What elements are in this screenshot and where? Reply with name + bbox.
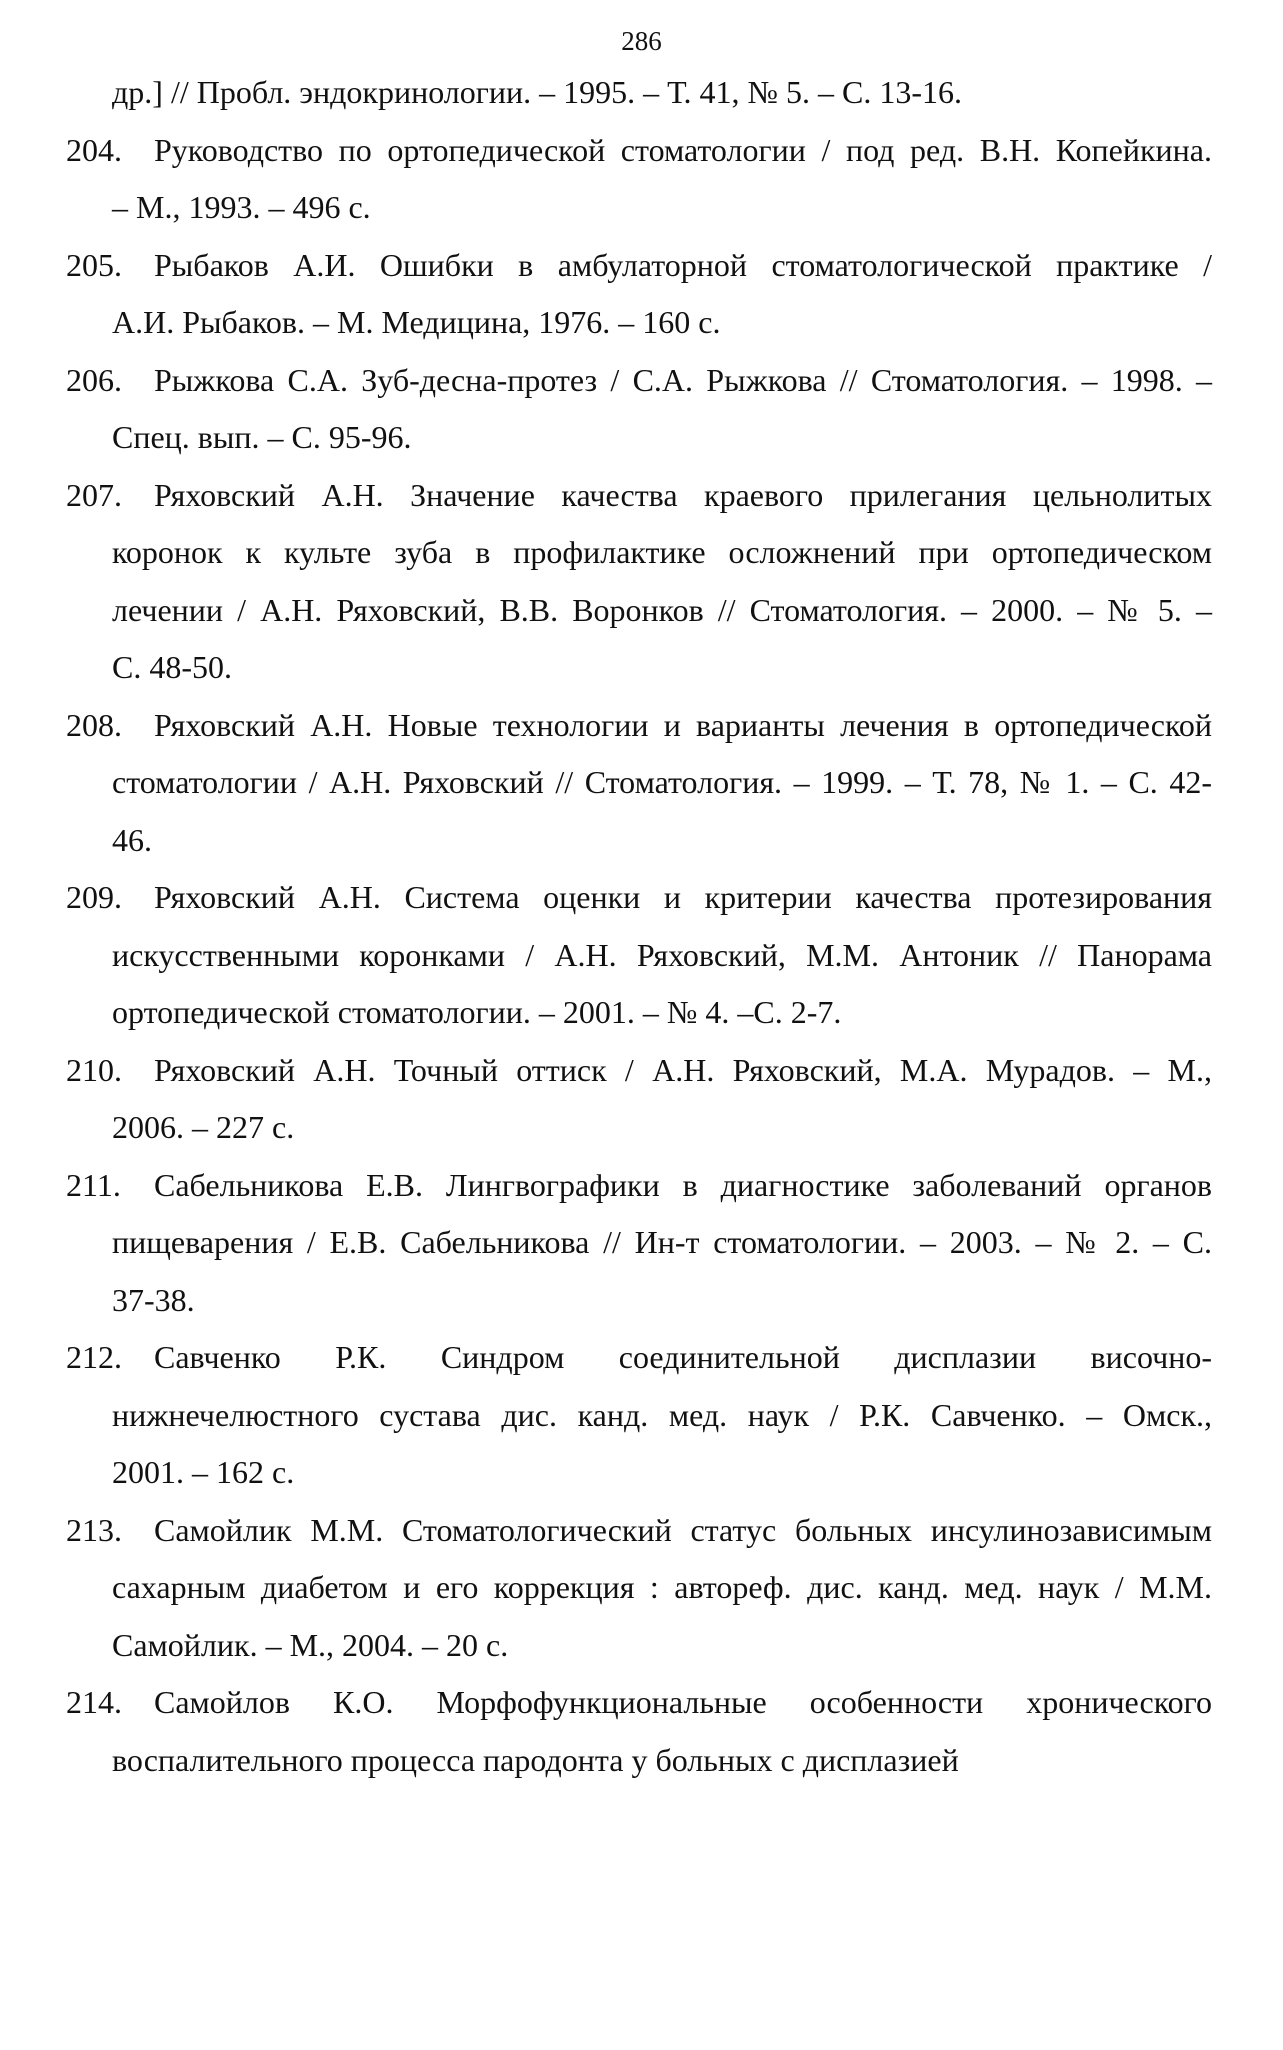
reference-number: 214.	[66, 1684, 122, 1720]
reference-number: 208.	[66, 706, 122, 743]
reference-line: лечении / А.Н. Ряховский, В.В. Воронков // Стоматология. – 2000. – № 5. –	[112, 591, 1212, 628]
reference-line: др.] // Пробл. эндокринологии. – 1995. – Т. 41, № 5. – С. 13-16.	[112, 74, 963, 110]
reference-line: Самойлик. – М., 2004. – 20 с.	[112, 1626, 509, 1663]
reference-line: воспалительного процесса пародонта у больных с дисплазией	[112, 1741, 959, 1778]
reference-entry	[0, 1502, 1283, 1675]
reference-line: стоматологии / А.Н. Ряховский // Стоматология. – 1999. – Т. 78, № 1. – С. 42-	[112, 764, 1212, 800]
reference-number: 209.	[66, 879, 122, 915]
reference-line: Ряховский А.Н. Значение качества краевого прилегания цельнолитых	[154, 476, 1212, 513]
reference-entry	[0, 237, 1283, 352]
reference-line: А.И. Рыбаков. – М. Медицина, 1976. – 160 с.	[112, 304, 721, 340]
reference-line: нижнечелюстного сустава дис. канд. мед. наук / Р.К. Савченко. – Омск.,	[112, 1396, 1212, 1433]
reference-line: С. 48-50.	[112, 649, 232, 685]
page-number: 286	[621, 26, 662, 56]
reference-line: Сабельникова Е.В. Лингвографики в диагностике заболеваний органов	[154, 1166, 1212, 1203]
reference-line: Самойлик М.М. Стоматологический статус больных инсулинозависимым	[154, 1511, 1212, 1548]
reference-line: 2001. – 162 с.	[112, 1454, 295, 1490]
reference-line: пищеварения / Е.В. Сабельникова // Ин-т стоматологии. – 2003. – № 2. – С.	[112, 1224, 1212, 1260]
reference-line: Спец. вып. – С. 95-96.	[112, 419, 412, 455]
reference-entry	[0, 1157, 1283, 1330]
reference-number: 213.	[66, 1511, 122, 1548]
reference-line: Рыжкова С.А. Зуб-десна-протез / С.А. Рыжкова // Стоматология. – 1998. –	[154, 361, 1212, 398]
reference-line: Рыбаков А.И. Ошибки в амбулаторной стоматологической практике /	[154, 246, 1212, 283]
reference-entry	[0, 122, 1283, 237]
reference-entry	[0, 1042, 1283, 1157]
reference-number: 207.	[66, 476, 122, 513]
reference-entry	[0, 697, 1283, 870]
reference-entry	[0, 467, 1283, 697]
reference-line: Савченко Р.К. Синдром соединительной дисплазии височно-	[154, 1339, 1212, 1375]
reference-continuation	[0, 64, 1283, 122]
reference-number: 210.	[66, 1051, 122, 1088]
reference-line: Руководство по ортопедической стоматологии / под ред. В.Н. Копейкина.	[154, 131, 1212, 168]
reference-number: 211.	[66, 1166, 121, 1203]
reference-number: 205.	[66, 246, 122, 283]
reference-entry	[0, 352, 1283, 467]
reference-line: 37-38.	[112, 1281, 195, 1318]
reference-line: Ряховский А.Н. Новые технологии и варианты лечения в ортопедической	[154, 706, 1212, 743]
reference-line: 2006. – 227 с.	[112, 1109, 295, 1145]
reference-line: сахарным диабетом и его коррекция : автореф. дис. канд. мед. наук / М.М.	[112, 1569, 1212, 1605]
reference-list	[0, 64, 1283, 1789]
reference-line: 46.	[112, 821, 152, 858]
reference-line: Самойлов К.О. Морфофункциональные особенности хронического	[154, 1684, 1212, 1720]
reference-entry	[0, 1329, 1283, 1502]
reference-number: 206.	[66, 361, 122, 398]
reference-number: 212.	[66, 1339, 122, 1375]
reference-line: Ряховский А.Н. Точный оттиск / А.Н. Ряховский, М.А. Мурадов. – М.,	[154, 1051, 1212, 1088]
reference-number: 204.	[66, 131, 122, 168]
reference-line: Ряховский А.Н. Система оценки и критерии качества протезирования	[154, 879, 1212, 915]
reference-line: ортопедической стоматологии. – 2001. – № 4. –С. 2-7.	[112, 994, 842, 1030]
reference-line: – М., 1993. – 496 с.	[112, 189, 371, 225]
reference-entry	[0, 1674, 1283, 1789]
reference-line: коронок к культе зуба в профилактике осложнений при ортопедическом	[112, 534, 1212, 570]
reference-line: искусственными коронками / А.Н. Ряховский, М.М. Антоник // Панорама	[112, 936, 1212, 973]
reference-entry	[0, 869, 1283, 1042]
